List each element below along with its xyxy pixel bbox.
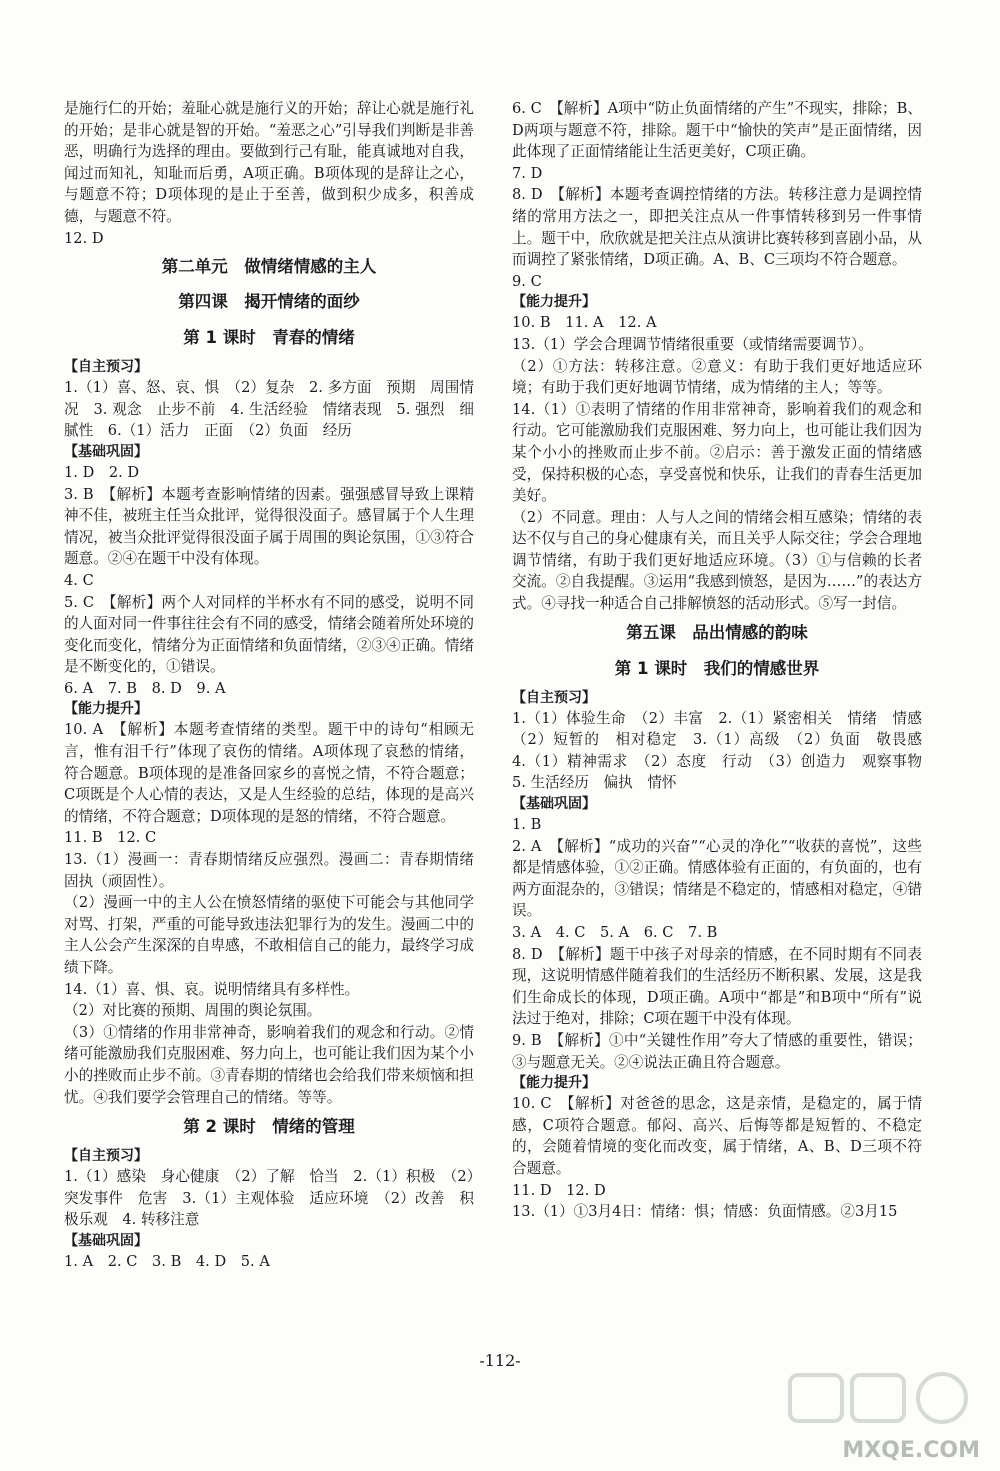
answer-text: 11. D 12. D [512, 1181, 606, 1199]
section-tag: 【自主预习】 [512, 689, 596, 706]
left-column [64, 98, 474, 1273]
answer-text: （2）不同意。理由：人与人之间的情绪会相互感染；情绪的表达不仅与自己的身心健康有关，而且关乎人际交往；学会合理地调节情绪，有助于我们更好地适应环境。（3）①与信赖的长者交流。②自我提醒。③运用“我感到愤怒，是因为……”的表达方式。④寻找一种适合自己排解愤怒的活动形式。⑤写一封信。 [512, 508, 922, 613]
answer-text: 7. D [512, 164, 543, 182]
section-tag: 【能力提升】 [512, 294, 596, 311]
answer-text: 14.（1）喜、惧、哀。说明情绪具有多样性。 [64, 980, 360, 998]
answer-text: 14.（1）①表明了情绪的作用非常神奇，影响着我们的观念和行动。它可能激励我们克服困难、努力向上，也可能让我们因为某个小小的挫败而止步不前。②启示：善于激发正面的情绪感受，保持积极的心态，享受喜悦和快乐，让我们的青春生活更加美好。 [512, 400, 922, 505]
answer-text: 8. D 【解析】本题考查调控情绪的方法。转移注意力是调控情绪的常用方法之一，即把关注点从一件事情转移到另一件事情上。题干中，欣欣就是把关注点从演讲比赛转移到喜剧小品，从而调控了紧张情绪，D项正确。A、B、C三项均不符合题意。 [512, 186, 922, 269]
section-tag: 【自主预习】 [64, 1148, 148, 1165]
answer-text: 5. C 【解析】两个人对同样的半杯水有不同的感受，说明不同的人面对同一件事往往会有不同的感受，情绪会随着所处环境的变化而变化，情绪分为正面情绪和负面情绪，②③④正确。情绪是不断变化的，①错误。 [64, 593, 474, 676]
answer-text: （2）对比赛的预期、周围的舆论氛围。 [64, 1002, 322, 1020]
section-heading: 第四课 揭开情绪的面纱 [178, 292, 360, 312]
answer-text: 1. A 2. C 3. B 4. D 5. A [64, 1252, 270, 1270]
answer-text: 8. D 【解析】题干中孩子对母亲的情感，在不同时期有不同表现，这说明情感伴随着我们的生活经历不断积累、发展，这是我们生命成长的体现，D项正确。A项中“都是”和B项中“所有”说法过于绝对，排除；C项在题干中没有体现。 [512, 945, 922, 1028]
answer-text: 10. C 【解析】对爸爸的思念，这是亲情，是稳定的，属于情感，C项符合题意。郁闷、高兴、后悔等都是短暂的、不稳定的，会随着情境的变化而改变，属于情绪，A、B、D三项不符合题意。 [512, 1095, 922, 1177]
answer-text: （2）漫画一中的主人公在愤怒情绪的驱使下可能会与其他同学对骂、打架，严重的可能导致违法犯罪行为的发生。漫画二中的主人公会产生深深的自卑感，不敢相信自己的能力，最终学习成绩下降。 [64, 894, 474, 976]
answer-text: 1. B [512, 816, 542, 834]
watermark-domain: MXQE.COM [842, 1438, 980, 1463]
answer-text: 1.（1）体验生命 （2）丰富 2.（1）紧密相关 情绪 情感 （2）短暂的 相对稳定 3.（1）高级 （2）负面 敬畏感 4.（1）精神需求 （2）态度 行动 （3）创造力 观察事物 5. 生活经历 偏执 情怀 [512, 709, 937, 792]
answer-text: 是施行仁的开始；羞耻心就是施行义的开始；辞让心就是施行礼的开始；是非心就是智的开始。“羞恶之心”引导我们判断是非善恶，明确行为选择的理由。要做到行己有耻，能真诚地对自我，闻过而知礼，知耻而后勇，A项正确。B项体现的是辞让之心，与题意不符；D项体现的是止于至善，做到积少成多，积善成德，与题意不符。 [64, 100, 474, 225]
section-heading: 第 2 课时 情绪的管理 [183, 1117, 355, 1137]
answer-text: 6. C 【解析】A项中“防止负面情绪的产生”不现实，排除；B、D两项与题意不符，排除。题干中“愉快的笑声”是正面情绪，因此体现了正面情绪能让生活更美好，C项正确。 [512, 100, 922, 161]
answer-text: 1. D 2. D [64, 463, 140, 481]
page-number: -112- [479, 1351, 521, 1370]
answer-text: 10. B 11. A 12. A [512, 314, 657, 332]
answer-text: 10. A 【解析】本题考查情绪的类型。题干中的诗句“相顾无言，惟有泪千行”体现了哀伤的情绪。A项体现了哀愁的情绪，符合题意。B项体现的是准备回家乡的喜悦之情，不符合题意；C项既是个人心情的表达，又是人生经验的总结，体现的是高兴的情绪，不符合题意；D项体现的是怒的情绪，不符合题意。 [64, 721, 474, 825]
answer-text: 13.（1）学会合理调节情绪很重要（或情绪需要调节）。 [512, 335, 873, 353]
answer-text: （3）①情绪的作用非常神奇，影响着我们的观念和行动。②情绪可能激励我们克服困难、努力向上，也可能让我们因为某个小小的挫败而止步不前。③青春期的情绪也会给我们带来烦恼和担忧。④我们要学会管理自己的情绪。等等。 [64, 1023, 474, 1106]
answer-text: 12. D [64, 229, 104, 247]
answer-text: 4. C [64, 571, 94, 589]
section-tag: 【能力提升】 [64, 701, 148, 718]
section-heading: 第 1 课时 我们的情感世界 [614, 658, 820, 678]
answer-text: 3. A 4. C 5. A 6. C 7. B [512, 924, 718, 941]
answer-text: 2. A 【解析】“成功的兴奋”“心灵的净化”“收获的喜悦”，这些都是情感体验，①②正确。情感体验有正面的，有负面的，也有两方面混杂的，③错误；情绪是不稳定的，情感相对稳定，④错误。 [512, 837, 922, 920]
answer-text: 9. B 【解析】①中“关键性作用”夸大了情感的重要性，错误；③与题意无关。②④说法正确且符合题意。 [512, 1031, 922, 1071]
answer-text: 11. B 12. C [64, 829, 157, 847]
answer-text: 6. A 7. B 8. D 9. A [64, 679, 226, 697]
answer-text: 1.（1）喜、怒、哀、惧 （2）复杂 2. 多方面 预期 周围情况 3. 观念 止步不前 4. 生活经验 情绪表现 5. 强烈 细腻性 6.（1）活力 正面 （2）负面 经历 [64, 379, 474, 440]
answer-text: 9. C [512, 272, 542, 290]
answer-text: 13.（1）①3月4日：情绪：惧；情感：负面情感。②3月15 [512, 1203, 898, 1221]
section-tag: 【基础巩固】 [64, 1232, 148, 1249]
section-tag: 【能力提升】 [512, 1075, 596, 1092]
section-heading: 第 1 课时 青春的情绪 [183, 328, 355, 348]
section-tag: 【自主预习】 [64, 359, 148, 376]
answer-text: 1.（1）感染 身心健康 （2）了解 恰当 2.（1）积极 （2）突发事件 危害 3.（1）主观体验 适应环境 （2）改善 积极乐观 4. 转移注意 [64, 1168, 474, 1229]
answer-text: （2）①方法：转移注意。②意义：有助于我们更好地适应环境；有助于我们更好地调节情绪，成为情绪的主人；等等。 [512, 357, 922, 397]
section-heading: 第二单元 做情绪情感的主人 [161, 257, 377, 277]
section-tag: 【基础巩固】 [512, 796, 596, 813]
answer-text: 3. B 【解析】本题考查影响情绪的因素。强强感冒导致上课精神不佳，被班主任当众批评，觉得很没面子。感冒属于个人生理情况，被当众批评觉得很没面子属于周围的舆论氛围，①③符合题意。②④在题干中没有体现。 [64, 485, 474, 568]
section-tag: 【基础巩固】 [64, 443, 148, 460]
section-heading: 第五课 品出情感的韵味 [626, 622, 808, 642]
right-column [512, 98, 937, 1223]
answer-text: 13.（1）漫画一：青春期情绪反应强烈。漫画二：青春期情绪固执（顽固性）。 [64, 851, 474, 890]
